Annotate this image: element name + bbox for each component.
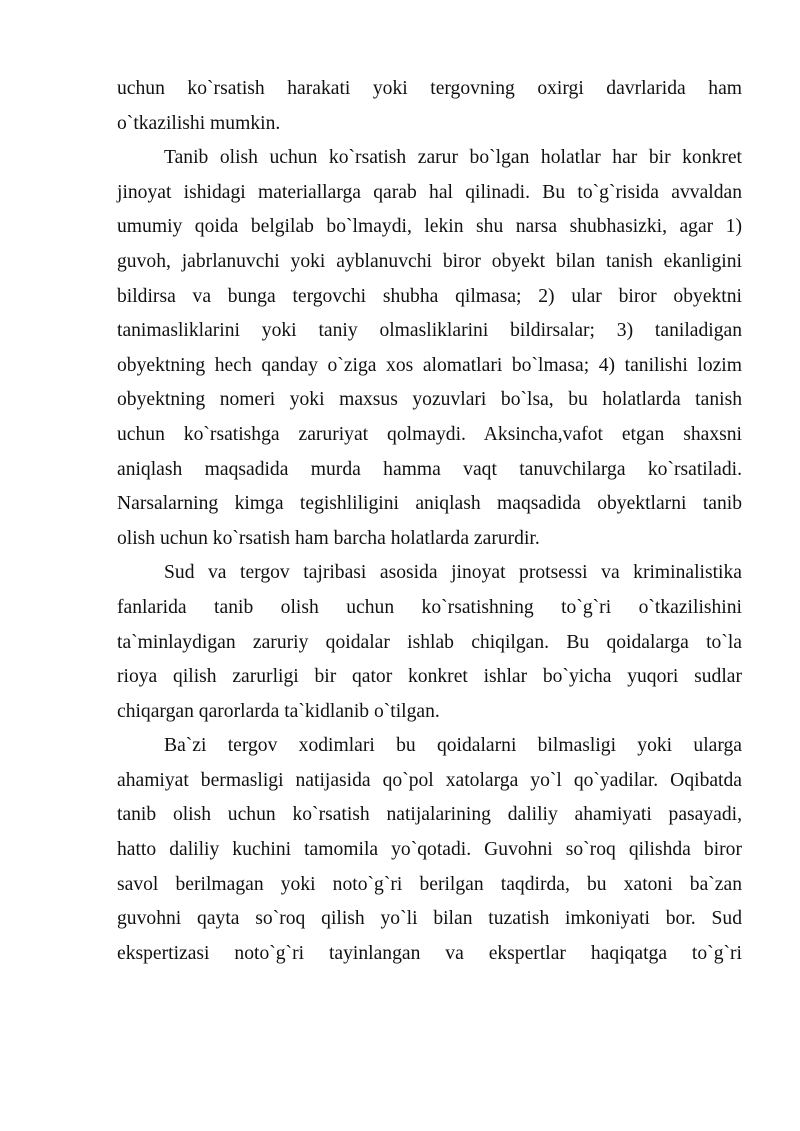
text-line: Narsalarning kimga tegishliligini aniqlash maqsadida obyektlarni tanib (117, 493, 742, 515)
text-line: o`tkazilishi mumkin. (117, 112, 281, 134)
text-line: aniqlash maqsadida murda hamma vaqt tanuvchilarga ko`rsatiladi. (117, 458, 742, 480)
text-line: bildirsa va bunga tergovchi shubha qilmasa; 2) ular biror obyektni (117, 285, 742, 307)
text-line: obyektning hech qanday o`ziga xos alomatlari bo`lmasa; 4) tanilishi lozim (117, 354, 742, 376)
paragraph-4 (117, 729, 742, 971)
text-line: hatto daliliy kuchini tamomila yo`qotadi. Guvohni so`roq qilishda biror (117, 839, 742, 861)
paragraph-1 (117, 72, 742, 141)
text-line: uchun ko`rsatishga zaruriyat qolmaydi. Aksincha,vafot etgan shaxsni (117, 423, 742, 445)
text-line: olish uchun ko`rsatish ham barcha holatlarda zarurdir. (117, 527, 540, 549)
text-line: Sud va tergov tajribasi asosida jinoyat protsessi va kriminalistika (164, 562, 742, 584)
text-line: ekspertizasi noto`g`ri tayinlangan va ekspertlar haqiqatga to`g`ri (117, 942, 742, 964)
text-line: chiqargan qarorlarda ta`kidlanib o`tilgan. (117, 700, 440, 722)
document-page (117, 72, 742, 971)
text-line: ahamiyat bermasligi natijasida qo`pol xatolarga yo`l qo`yadilar. Oqibatda (117, 769, 742, 791)
paragraph-2 (117, 141, 742, 556)
text-line: rioya qilish zarurligi bir qator konkret ishlar bo`yicha yuqori sudlar (117, 666, 742, 688)
text-line: uchun ko`rsatish harakati yoki tergovning oxirgi davrlarida ham (117, 78, 742, 99)
text-line: guvoh, jabrlanuvchi yoki ayblanuvchi biror obyekt bilan tanish ekanligini (117, 250, 742, 272)
text-line: tanib olish uchun ko`rsatish natijalarining daliliy ahamiyati pasayadi, (117, 804, 742, 826)
text-line: guvohni qayta so`roq qilish yo`li bilan tuzatish imkoniyati bor. Sud (117, 908, 742, 930)
text-line: Ba`zi tergov xodimlari bu qoidalarni bilmasligi yoki ularga (164, 735, 742, 757)
text-line: fanlarida tanib olish uchun ko`rsatishning to`g`ri o`tkazilishini (117, 596, 742, 618)
text-line: ta`minlaydigan zaruriy qoidalar ishlab chiqilgan. Bu qoidalarga to`la (117, 631, 742, 653)
text-line: tanimasliklarini yoki taniy olmasliklarini bildirsalar; 3) taniladigan (117, 320, 742, 342)
text-line: Tanib olish uchun ko`rsatish zarur bo`lgan holatlar har bir konkret (164, 147, 742, 169)
text-line: obyektning nomeri yoki maxsus yozuvlari bo`lsa, bu holatlarda tanish (117, 389, 742, 411)
text-line: umumiy qoida belgilab bo`lmaydi, lekin shu narsa shubhasizki, agar 1) (117, 216, 742, 238)
text-line: jinoyat ishidagi materiallarga qarab hal qilinadi. Bu to`g`risida avvaldan (117, 181, 742, 203)
text-line: savol berilmagan yoki noto`g`ri berilgan taqdirda, bu xatoni ba`zan (117, 873, 742, 895)
paragraph-3 (117, 556, 742, 729)
